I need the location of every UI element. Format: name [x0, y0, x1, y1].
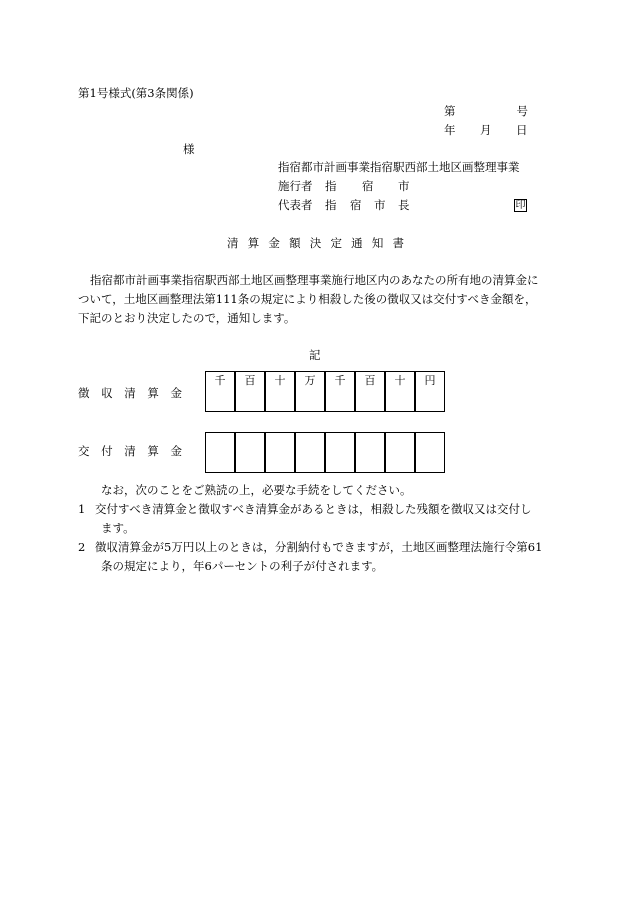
collection-label [78, 388, 182, 400]
amount-digit-box[interactable] [205, 432, 235, 473]
unit-label: 十 [274, 374, 286, 387]
collection-label-char: 算 [147, 386, 159, 400]
collection-label-char: 収 [101, 386, 113, 400]
amount-digit-box[interactable] [325, 371, 355, 412]
amount-digit-box[interactable] [235, 371, 265, 412]
collection-amount-boxes [206, 371, 444, 412]
representative-char: 市 [374, 198, 386, 212]
notes-intro: なお，次のことをご熟読の上，必要な手続をしてください。 [101, 483, 412, 497]
unit-label: 万 [304, 374, 316, 387]
amount-digit-box[interactable] [355, 371, 385, 412]
amount-digit-box[interactable] [385, 432, 415, 473]
document-title [227, 238, 404, 250]
note-number: 1 [78, 502, 86, 516]
body-line-1: 指宿都市計画事業指宿駅西部土地区画整理事業施行地区内のあなたの所有地の清算金に [90, 273, 539, 287]
amount-digit-box[interactable] [235, 432, 265, 473]
sender-representative [278, 200, 530, 214]
representative-char: 長 [398, 198, 410, 212]
title-char: 書 [392, 236, 404, 250]
representative-char: 宿 [350, 198, 362, 212]
implementer-char: 指 [325, 179, 337, 193]
seal-mark: 印 [515, 199, 526, 211]
payment-label-char: 算 [147, 444, 159, 458]
body-line-2: ついて，土地区画整理法第111条の規定により相殺した後の徴収又は交付すべき金額を， [78, 292, 537, 306]
amount-digit-box[interactable] [295, 371, 325, 412]
payment-label-char: 清 [124, 444, 136, 458]
implementer-label: 施行者 [278, 179, 313, 193]
sender-implementer [278, 181, 428, 193]
unit-label: 円 [424, 374, 436, 387]
note-text-line: 徴収清算金が5万円以上のときは，分割納付もできますが，土地区画整理法施行令第61 [95, 540, 543, 554]
unit-label: 百 [244, 374, 256, 387]
title-char: 額 [289, 236, 301, 250]
payment-label [78, 446, 182, 458]
representative-char: 指 [325, 198, 337, 212]
note-text-line: 交付すべき清算金と徴収すべき清算金があるときは，相殺した残額を徴収又は交付し [95, 502, 532, 516]
amount-digit-box[interactable] [205, 371, 235, 412]
unit-label: 千 [214, 374, 226, 387]
date-month: 月 [480, 123, 492, 137]
title-char: 決 [309, 236, 322, 250]
ki-marker: 記 [309, 348, 321, 362]
note-text-line: 条の規定により，年6パーセントの利子が付されます。 [101, 559, 384, 573]
title-char: 金 [268, 236, 280, 250]
amount-digit-box[interactable] [415, 371, 445, 412]
implementer-char: 市 [398, 179, 410, 193]
title-char: 通 [351, 236, 363, 250]
doc-number-dai: 第 [444, 104, 456, 118]
note-number: 2 [78, 540, 86, 554]
amount-digit-box[interactable] [355, 432, 385, 473]
date-day: 日 [516, 123, 528, 137]
amount-digit-box[interactable] [265, 371, 295, 412]
title-char: 清 [227, 236, 239, 250]
title-char: 定 [330, 236, 342, 250]
form-label: 第1号様式(第3条関係) [78, 86, 194, 100]
amount-digit-box[interactable] [415, 432, 445, 473]
date-year: 年 [444, 123, 456, 137]
unit-label: 十 [394, 374, 406, 387]
title-char: 算 [247, 236, 260, 250]
collection-label-char: 金 [170, 386, 182, 400]
document-date [444, 125, 528, 137]
collection-label-char: 徴 [78, 386, 90, 400]
payment-label-char: 付 [101, 444, 113, 458]
doc-number-go: 号 [516, 104, 528, 118]
representative-label: 代表者 [278, 198, 313, 212]
sender-project-name: 指宿都市計画事業指宿駅西部土地区画整理事業 [278, 160, 520, 174]
document-number [444, 106, 528, 118]
amount-digit-box[interactable] [325, 432, 355, 473]
addressee-suffix: 様 [183, 142, 195, 156]
amount-digit-box[interactable] [295, 432, 325, 473]
payment-label-char: 金 [170, 444, 182, 458]
body-line-3: 下記のとおり決定したので，通知します。 [78, 311, 296, 325]
implementer-char: 宿 [362, 179, 374, 193]
amount-digit-box[interactable] [265, 432, 295, 473]
title-char: 知 [371, 236, 384, 250]
payment-label-char: 交 [78, 444, 90, 458]
note-text-line: ます。 [101, 521, 135, 535]
unit-label: 百 [364, 374, 376, 387]
payment-amount-boxes [206, 432, 444, 473]
collection-label-char: 清 [124, 386, 136, 400]
unit-label: 千 [334, 374, 346, 387]
amount-digit-box[interactable] [385, 371, 415, 412]
